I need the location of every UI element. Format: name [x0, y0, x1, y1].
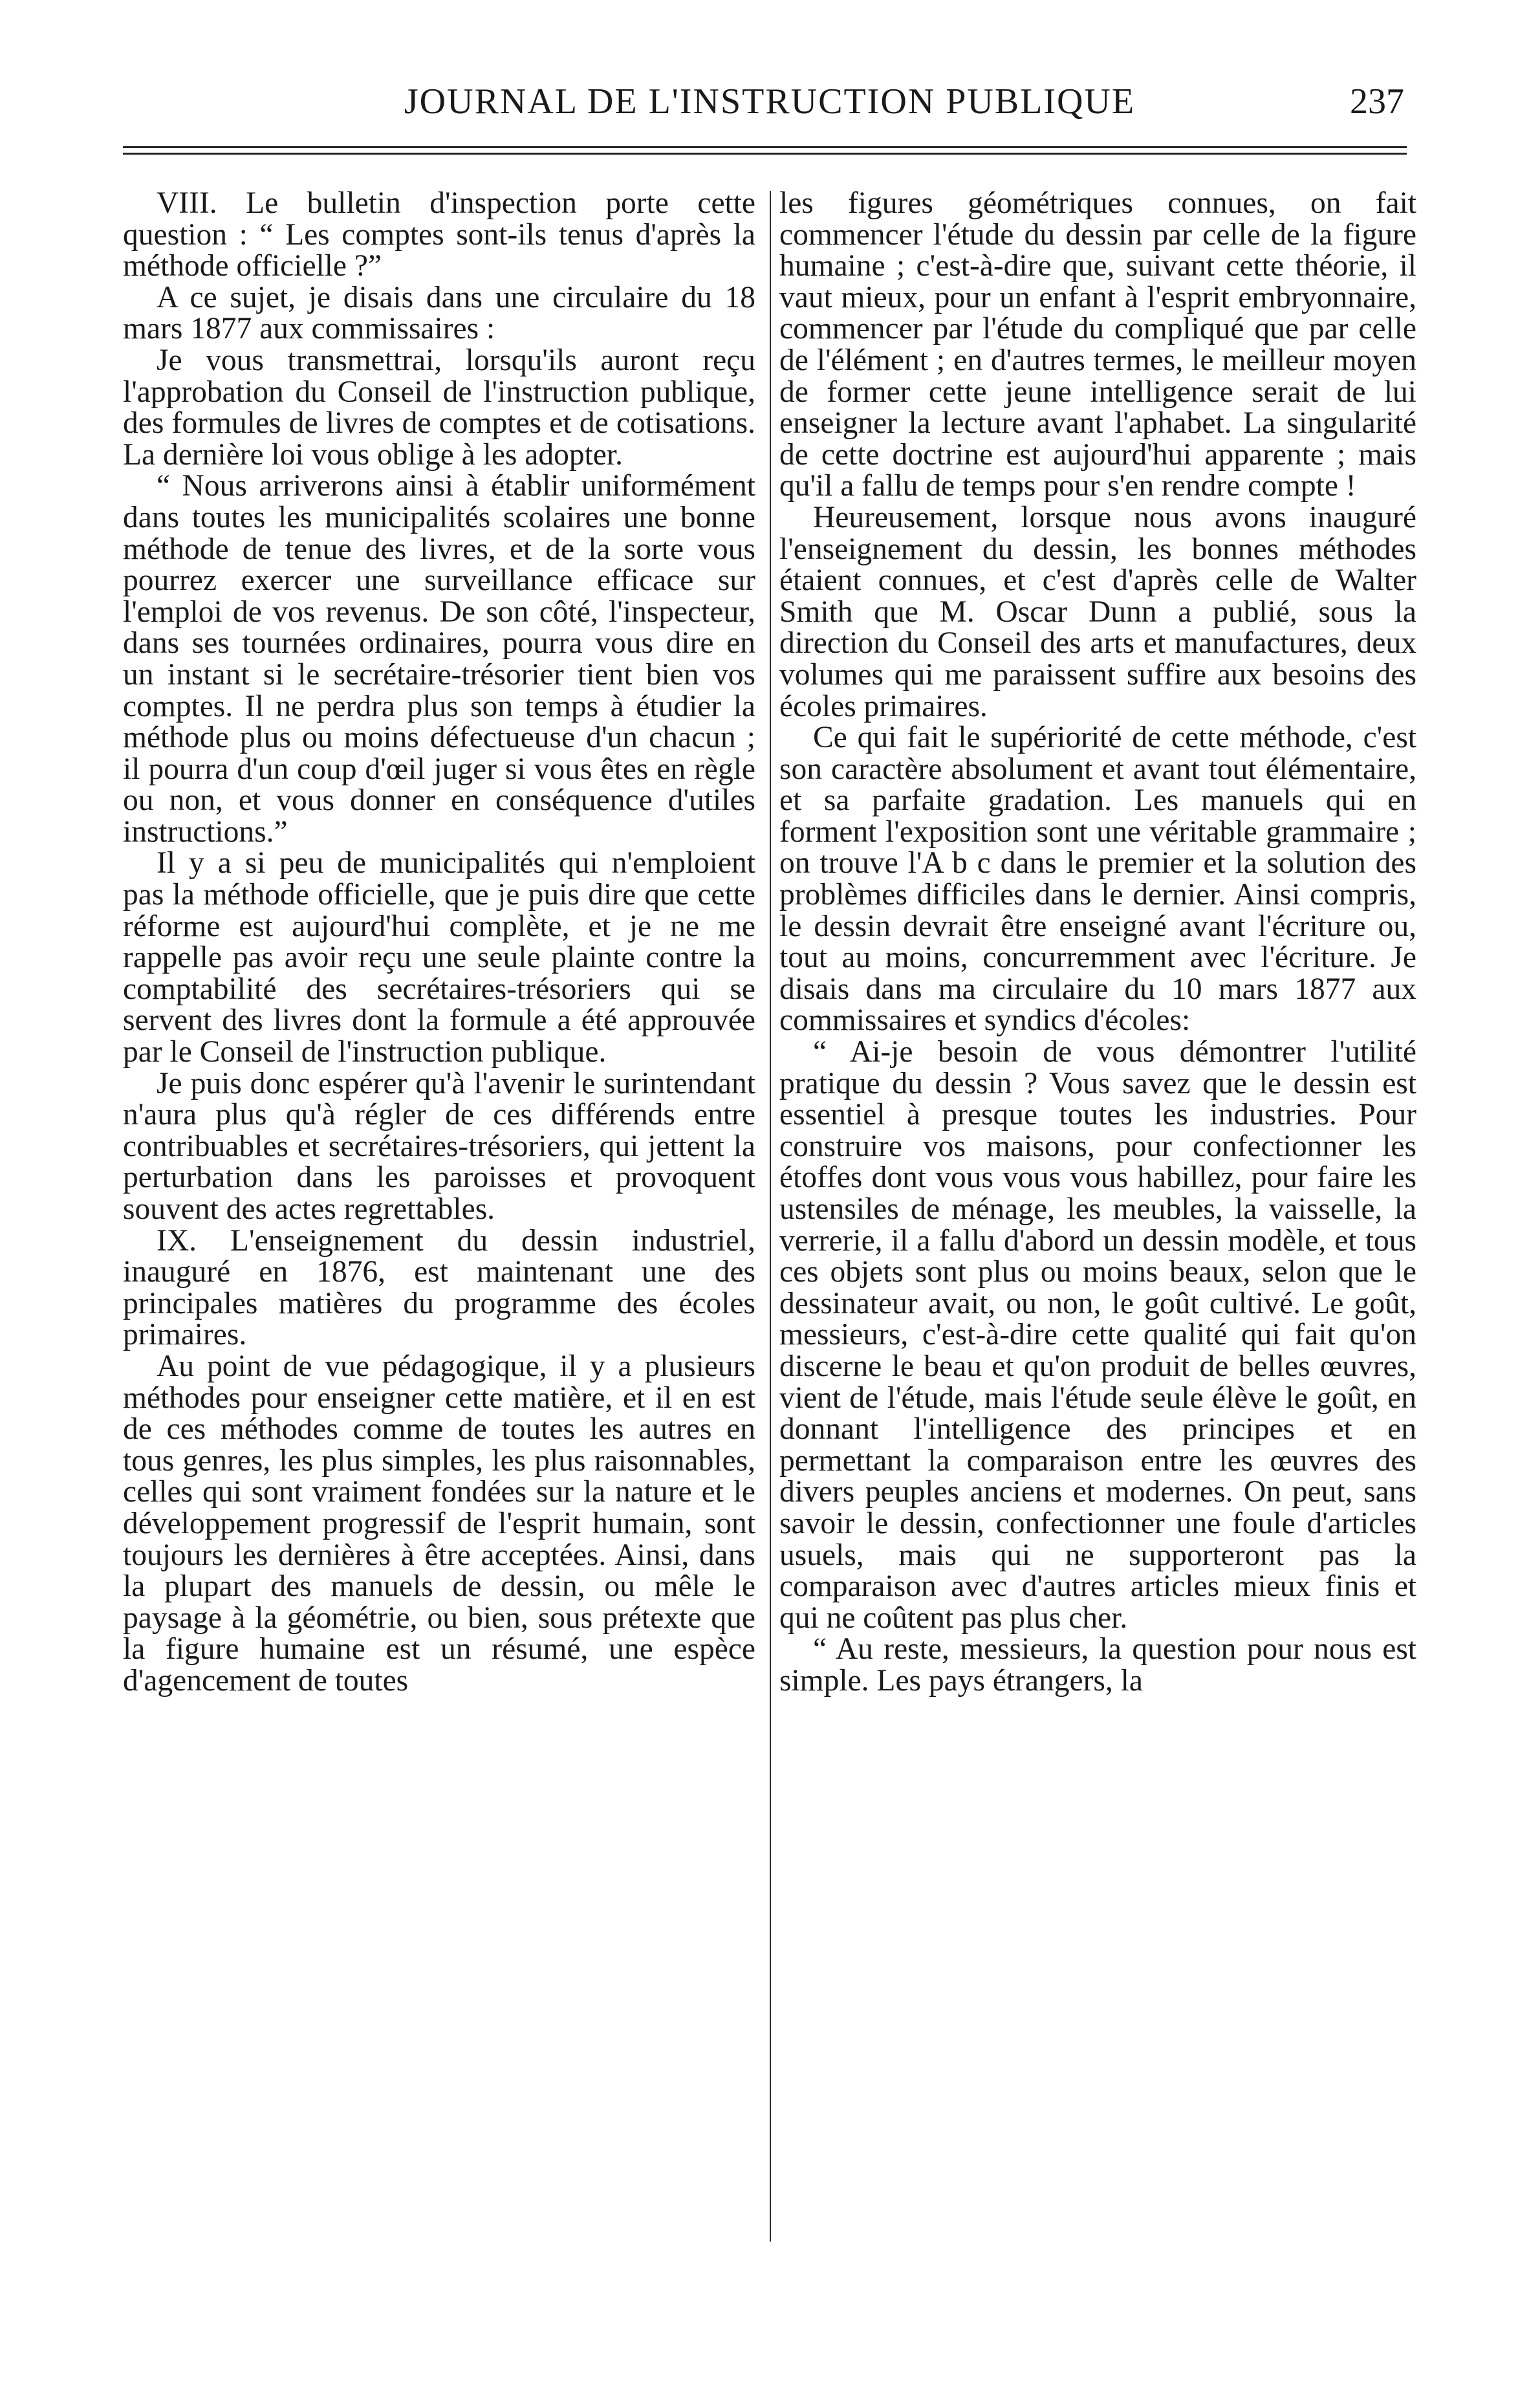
paragraph: Je puis donc espérer qu'à l'avenir le surintendant n'aura plus qu'à régler de ces différends entre contribuables et secrétaires-trésoriers, qui jettent la perturbation dans les paroisses et provoquent souvent des actes regrettables. — [123, 1066, 755, 1226]
paragraph: Heureusement, lorsque nous avons inauguré l'enseignement du dessin, les bonnes méthodes étaient connues, et c'est d'après celle de Walter Smith que M. Oscar Dunn a publié, sous la direction du Conseil des arts et manufactures, deux volumes qui me paraissent suffire aux besoins des écoles primaires. — [779, 500, 1416, 723]
paragraph: IX. L'enseignement du dessin industriel, inauguré en 1876, est maintenant une des principales matières du programme des écoles primaires. — [123, 1223, 755, 1352]
paragraph: Au point de vue pédagogique, il y a plusieurs méthodes pour enseigner cette matière, et il en est de ces méthodes comme de toutes les autres en tous genres, les plus simples, les plus raisonnables, celles qui sont vraiment fondées sur la nature et le développement progressif de l'esprit humain, sont toujours les dernières à être acceptées. Ainsi, dans la plupart des manuels de dessin, ou mêle le paysage à la géométrie, ou bien, sous prétexte que la figure humaine est un résumé, une espèce d'agencement de toutes — [123, 1349, 755, 1698]
paragraph: les figures géométriques connues, on fait commencer l'étude du dessin par celle de la figure humaine ; c'est-à-dire que, suivant cette théorie, il vaut mieux, pour un enfant à l'esprit embryonnaire, commencer par l'étude du compliqué que par celle de l'élément ; en d'autres termes, le meilleur moyen de former cette jeune intelligence serait de lui enseigner la lecture avant l'aphabet. La singularité de cette doctrine est aujourd'hui apparente ; mais qu'il a fallu de temps pour s'en rendre compte ! — [779, 188, 1416, 503]
paragraph: Je vous transmettrai, lorsqu'ils auront reçu l'approbation du Conseil de l'instruction publique, des formules de livres de comptes et de cotisations. La dernière loi vous oblige à les adopter. — [123, 343, 755, 472]
running-header: JOURNAL DE L'INSTRUCTION PUBLIQUE — [404, 82, 1136, 122]
right-column — [779, 188, 1416, 2245]
column-divider — [770, 191, 771, 2242]
header-rule-bottom — [123, 153, 1407, 155]
paragraph: A ce sujet, je disais dans une circulaire du 18 mars 1877 aux commissaires : — [123, 280, 755, 346]
page-number: 237 — [1350, 82, 1404, 122]
paragraph: Ce qui fait le supériorité de cette méthode, c'est son caractère absolument et avant tout élémentaire, et sa parfaite gradation. Les manuels qui en forment l'exposition sont une véritable grammaire ; on trouve l'A b c dans le premier et la solution des problèmes difficiles dans le dernier. Ainsi compris, le dessin devrait être enseigné avant l'écriture ou, tout au moins, concurremment avec l'écriture. Je disais dans ma circulaire du 10 mars 1877 aux commissaires et syndics d'écoles: — [779, 721, 1416, 1038]
paragraph: VIII. Le bulletin d'inspection porte cette question : “ Les comptes sont-ils tenus d'après la méthode officielle ?” — [123, 188, 755, 283]
header-rule-top — [123, 146, 1407, 148]
paragraph: “ Au reste, messieurs, la question pour nous est simple. Les pays étrangers, la — [779, 1632, 1416, 1698]
paragraph: “ Ai-je besoin de vous démontrer l'utilité pratique du dessin ? Vous savez que le dessin est essentiel à presque toutes les industries. Pour construire vos maisons, pour confectionner les étoffes dont vous vous vous habillez, pour faire les ustensiles de ménage, les meubles, la vaisselle, la verrerie, il a fallu d'abord un dessin modèle, et tous ces objets sont plus ou moins beaux, selon que le dessinateur avait, ou non, le goût cultivé. Le goût, messieurs, c'est-à-dire cette qualité qui fait qu'on discerne le beau et qu'on produit de belles œuvres, vient de l'étude, mais l'étude seule élève le goût, en donnant l'intelligence des principes et en permettant la comparaison entre les œuvres des divers peuples anciens et modernes. On peut, sans savoir le dessin, confectionner une foule d'articles usuels, mais qui ne supporteront pas la comparaison avec d'autres articles mieux finis et qui ne coûtent pas plus cher. — [779, 1035, 1416, 1635]
paragraph: “ Nous arriverons ainsi à établir uniformément dans toutes les municipalités scolaires une bonne méthode de tenue des livres, et de la sorte vous pourrez exercer une surveillance efficace sur l'emploi de vos revenus. De son côté, l'inspecteur, dans ses tournées ordinaires, pourra vous dire en un instant si le secrétaire-trésorier tient bien vos comptes. Il ne perdra plus son temps à étudier la méthode plus ou moins défectueuse d'un chacun ; il pourra d'un coup d'œil juger si vous êtes en règle ou non, et vous donner en conséquence d'utiles instructions.” — [123, 469, 755, 849]
left-column — [123, 188, 755, 2245]
paragraph: Il y a si peu de municipalités qui n'emploient pas la méthode officielle, que je puis dire que cette réforme est aujourd'hui complète, et je ne me rappelle pas avoir reçu une seule plainte contre la comptabilité des secrétaires-trésoriers qui se servent des livres dont la formule a été approuvée par le Conseil de l'instruction publique. — [123, 846, 755, 1069]
